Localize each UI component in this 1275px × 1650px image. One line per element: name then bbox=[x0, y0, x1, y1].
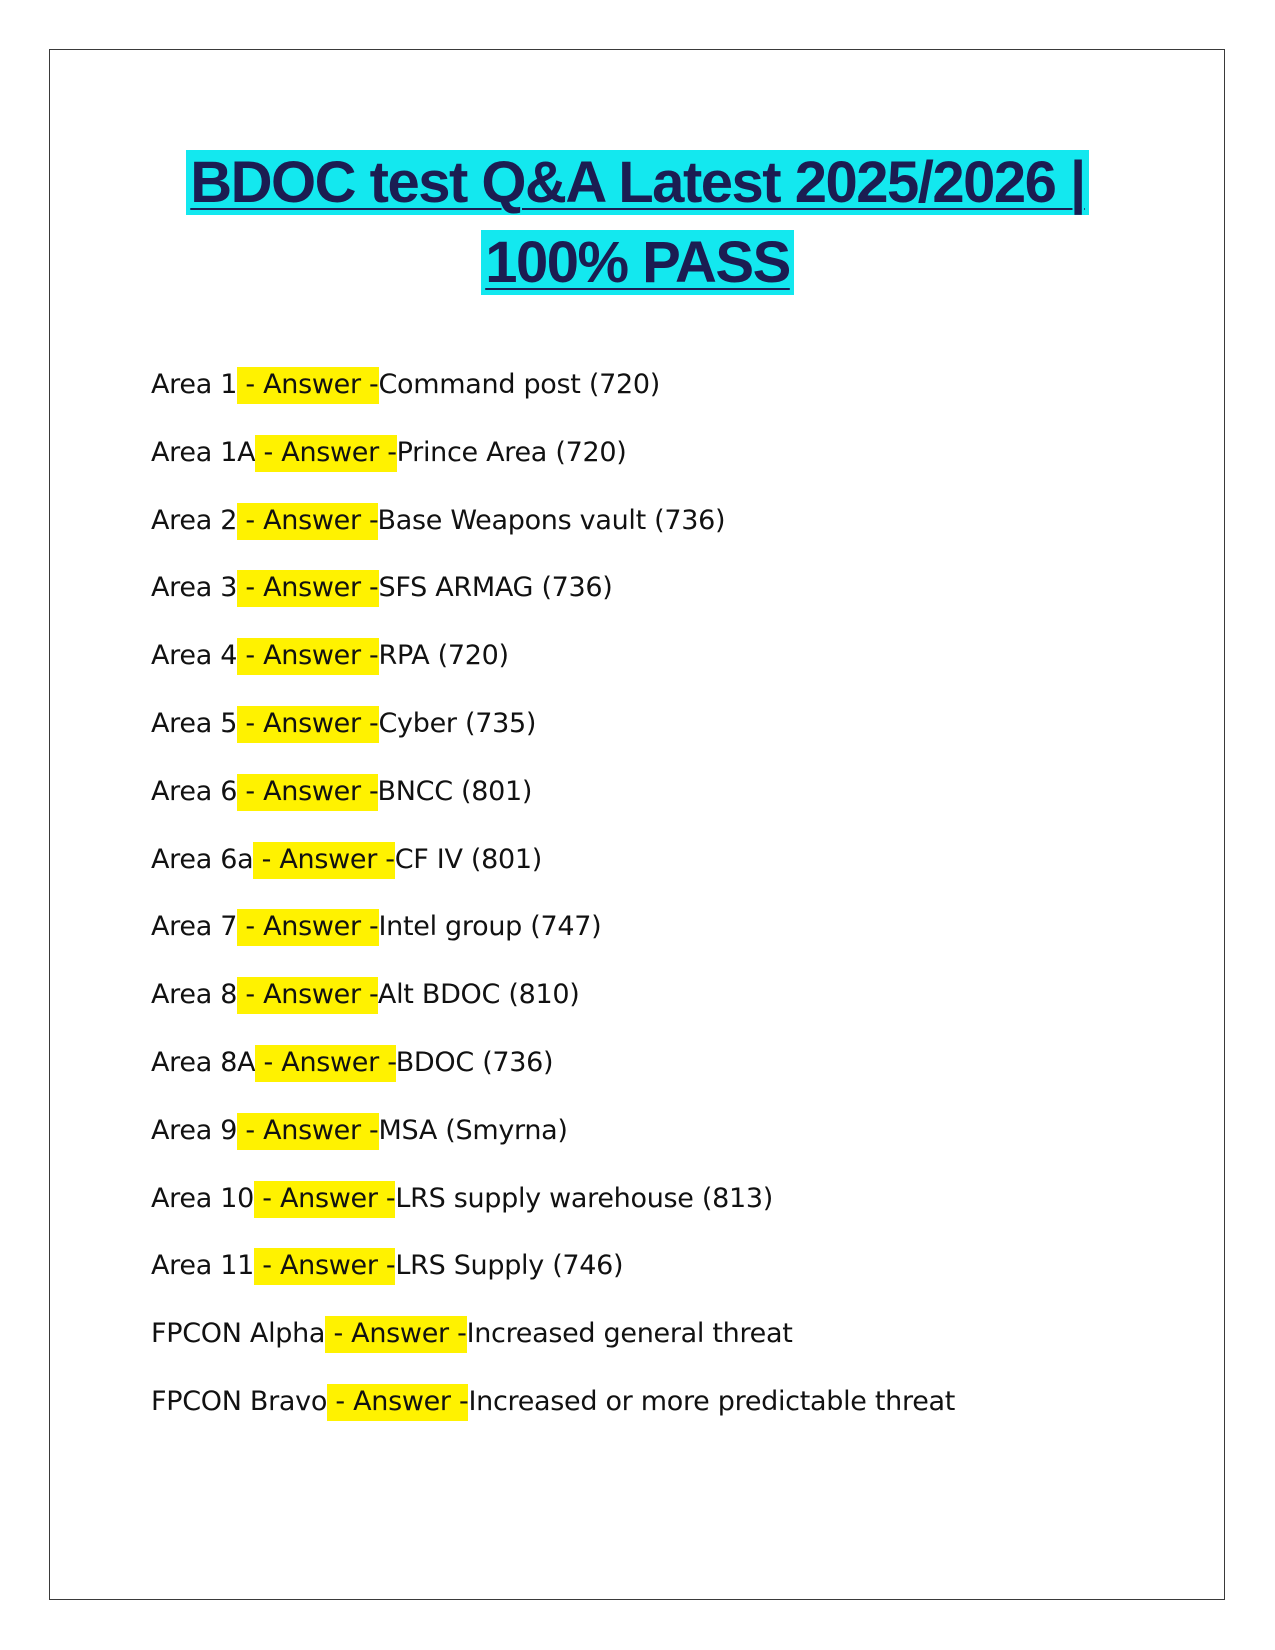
qa-item bbox=[151, 634, 955, 702]
qa-question: Area 8 bbox=[151, 979, 238, 1011]
qa-answer: Intel group (747) bbox=[378, 911, 602, 943]
qa-answer: LRS supply warehouse (813) bbox=[395, 1182, 773, 1214]
qa-answer: Increased general threat bbox=[466, 1318, 793, 1350]
qa-item bbox=[151, 973, 955, 1041]
answer-separator: - Answer - bbox=[237, 570, 378, 607]
qa-item bbox=[151, 702, 955, 770]
qa-answer: BNCC (801) bbox=[377, 775, 533, 807]
answer-separator: - Answer - bbox=[255, 1045, 395, 1082]
answer-separator: - Answer - bbox=[237, 1113, 378, 1150]
qa-answer: LRS Supply (746) bbox=[395, 1250, 624, 1282]
qa-question: Area 6 bbox=[151, 775, 238, 807]
qa-item bbox=[151, 363, 955, 431]
qa-question: FPCON Alpha bbox=[151, 1318, 326, 1350]
answer-separator: - Answer - bbox=[237, 367, 378, 404]
qa-question: Area 7 bbox=[151, 911, 238, 943]
qa-answer: BDOC (736) bbox=[395, 1046, 554, 1078]
qa-question: Area 2 bbox=[151, 504, 238, 536]
qa-item bbox=[151, 1177, 955, 1245]
qa-item bbox=[151, 838, 955, 906]
answer-separator: - Answer - bbox=[254, 1181, 395, 1218]
answer-separator: - Answer - bbox=[237, 638, 378, 675]
answer-separator: - Answer - bbox=[254, 1248, 395, 1285]
answer-separator: - Answer - bbox=[237, 977, 378, 1014]
qa-answer: Increased or more predictable threat bbox=[468, 1385, 956, 1417]
title-line-2: 100% PASS bbox=[481, 230, 794, 295]
qa-answer: Command post (720) bbox=[378, 369, 660, 400]
qa-item bbox=[151, 499, 955, 567]
answer-separator: - Answer - bbox=[325, 1316, 466, 1353]
qa-item bbox=[151, 1312, 955, 1380]
qa-item bbox=[151, 1041, 955, 1109]
answer-separator: - Answer - bbox=[255, 435, 396, 472]
qa-question: Area 3 bbox=[151, 572, 238, 604]
qa-item bbox=[151, 1109, 955, 1177]
qa-question: Area 1 bbox=[151, 369, 238, 400]
qa-item bbox=[151, 1380, 955, 1448]
answer-separator: - Answer - bbox=[237, 503, 377, 540]
qa-answer: SFS ARMAG (736) bbox=[378, 572, 613, 604]
qa-answer: RPA (720) bbox=[378, 640, 509, 672]
answer-separator: - Answer - bbox=[237, 706, 378, 743]
qa-answer: CF IV (801) bbox=[394, 843, 543, 875]
qa-question: Area 1A bbox=[151, 436, 256, 468]
qa-answer: Prince Area (720) bbox=[396, 436, 627, 468]
answer-separator: - Answer - bbox=[237, 909, 378, 946]
qa-question: Area 8A bbox=[151, 1046, 256, 1078]
qa-question: FPCON Bravo bbox=[151, 1385, 328, 1417]
qa-item bbox=[151, 431, 955, 499]
qa-item bbox=[151, 905, 955, 973]
qa-question: Area 10 bbox=[151, 1182, 254, 1214]
qa-answer: Cyber (735) bbox=[378, 707, 537, 739]
qa-question: Area 11 bbox=[151, 1250, 254, 1282]
qa-question: Area 5 bbox=[151, 707, 238, 739]
answer-separator: - Answer - bbox=[237, 774, 377, 811]
answer-separator: - Answer - bbox=[253, 842, 394, 879]
qa-item bbox=[151, 1244, 955, 1312]
qa-question: Area 9 bbox=[151, 1114, 238, 1146]
qa-answer: Alt BDOC (810) bbox=[377, 979, 580, 1011]
answer-separator: - Answer - bbox=[327, 1384, 468, 1421]
qa-list bbox=[151, 363, 955, 1448]
qa-answer: Base Weapons vault (736) bbox=[377, 504, 726, 536]
qa-answer: MSA (Smyrna) bbox=[378, 1114, 568, 1146]
title-line-1: BDOC test Q&A Latest 2025/2026 | bbox=[186, 150, 1088, 215]
qa-question: Area 6a bbox=[151, 843, 254, 875]
document-title bbox=[100, 143, 1175, 303]
qa-item bbox=[151, 770, 955, 838]
qa-question: Area 4 bbox=[151, 640, 238, 672]
qa-item bbox=[151, 566, 955, 634]
